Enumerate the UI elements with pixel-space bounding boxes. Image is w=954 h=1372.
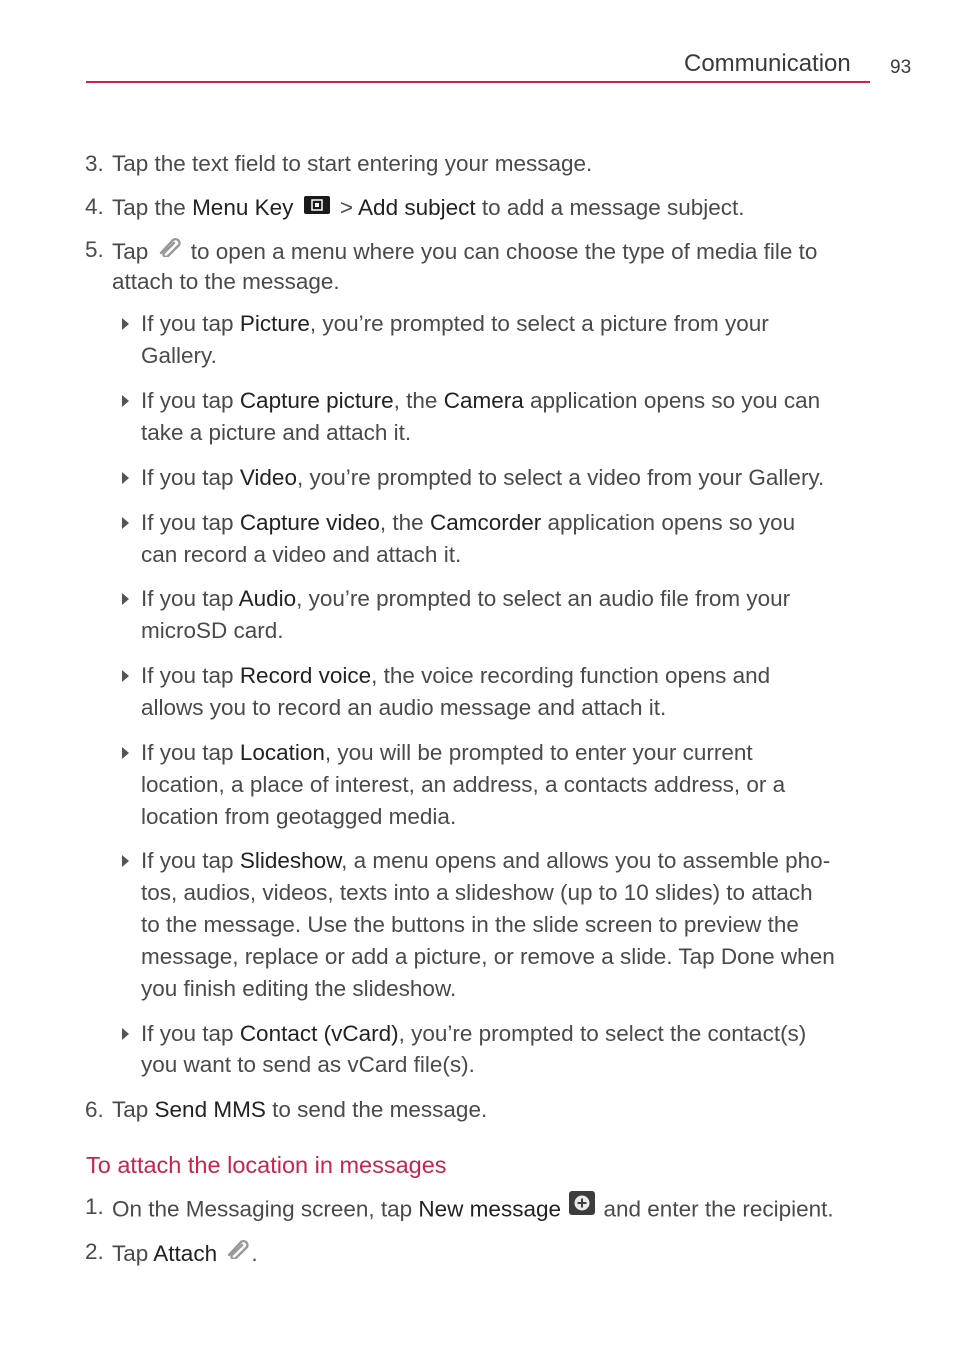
section-title: Communication [684,50,851,77]
term: Camera [443,388,524,413]
bullet-line: to the message. Use the buttons in the slide screen to preview the [141,912,799,937]
bullet-line [141,385,820,417]
bullet-line: you want to send as vCard file(s). [141,1052,475,1077]
text-run: , the voice recording function opens and [371,663,771,688]
step-3-text: Tap the text field to start entering your message. [112,151,593,176]
term: New message [418,1196,561,1222]
bullet-arrow-icon [122,395,129,407]
step-number: 2. [85,1239,104,1264]
text-run: If you tap [141,388,240,413]
text-run: , you’re prompted to select a picture from your [309,311,769,336]
bullet-line: message, replace or add a picture, or remove a slide. Tap Done when [141,944,835,969]
bullet-line [141,660,770,692]
text-run: , the [393,388,444,413]
bullet-arrow-icon [122,670,129,682]
step-number: 6. [85,1097,104,1122]
text-run: application opens so you can [523,388,821,413]
term: Record voice [239,663,372,688]
bullet-arrow-icon [122,593,129,605]
step-number: 5. [85,237,104,262]
bullet-arrow-icon [122,1028,129,1040]
text-run: , you will be prompted to enter your current [324,740,753,765]
bullet-line: can record a video and attach it. [141,542,462,567]
text-run: to add a message subject. [475,194,745,220]
term: Slideshow [239,848,342,873]
term-menu-key: Menu Key [192,194,294,220]
page-number: 93 [890,57,912,78]
term: Video [239,465,297,490]
bullet-arrow-icon [122,747,129,759]
text-run: On the Messaging screen, tap [112,1196,419,1222]
text-run: , you’re prompted to select an audio file from your [296,586,791,611]
bullet-arrow-icon [122,318,129,330]
bullet-line: you finish editing the slideshow. [141,976,457,1001]
text-run: , you’re prompted to select a video from your Gallery. [296,465,825,490]
paperclip-icon [157,234,183,266]
paperclip-icon [225,1236,251,1268]
term: Camcorder [429,510,542,535]
bullet-line: Gallery. [141,343,217,368]
text-run: If you tap [141,465,240,490]
bullet-line [141,1018,806,1050]
section-step-2-text [112,1236,258,1274]
text-run: Tap [112,1240,154,1266]
text-run: Tap [112,238,155,264]
bullet-line: tos, audios, videos, texts into a slideshow (up to 10 slides) to attach [141,880,813,905]
term: Capture video [239,510,380,535]
bullet-line: take a picture and attach it. [141,420,412,445]
text-run: If you tap [141,1021,240,1046]
bullet-arrow-icon [122,517,129,529]
bullet-line [141,507,795,539]
text-run: and enter the recipient. [597,1196,834,1222]
term: Picture [239,311,310,336]
bullet-line [141,737,753,769]
step-4-text [112,191,745,227]
step-number: 1. [85,1194,104,1219]
text-run: to open a menu where you can choose the type of media file to [184,238,818,264]
bullet-line: allows you to record an audio message and attach it. [141,695,667,720]
term: Contact (vCard) [239,1021,399,1046]
bullet-arrow-icon [122,472,129,484]
text-run: , a menu opens and allows you to assemble pho- [341,848,831,873]
term: Capture picture [239,388,394,413]
bullet-line [141,308,769,340]
bullet-line [141,462,824,494]
bullet-line: location from geotagged media. [141,804,457,829]
plus-circle-icon [569,1191,595,1224]
text-run: application opens so you [541,510,796,535]
term: Location [239,740,325,765]
section-heading: To attach the location in messages [86,1152,447,1178]
step-5-line-2: attach to the message. [112,269,340,294]
bullet-line [141,845,830,877]
bullet-arrow-icon [122,855,129,867]
menu-key-icon [304,191,330,223]
bullet-line [141,583,790,615]
header-divider [86,81,870,83]
bullet-line: location, a place of interest, an address, a contacts address, or a [141,772,786,797]
bullet-line: microSD card. [141,618,284,643]
text-run: Tap the [112,194,193,220]
text-run: to send the message. [265,1097,488,1122]
term: Send MMS [154,1097,266,1122]
term: Audio [238,586,297,611]
text-run: Tap [112,1097,155,1122]
text-run: > [333,194,359,220]
term-add-subject: Add subject [358,194,476,220]
section-step-1-text [112,1191,834,1230]
text-run: , the [379,510,430,535]
text-run: If you tap [141,586,239,611]
text-run: If you tap [141,848,240,873]
text-run: If you tap [141,740,240,765]
text-run: If you tap [141,311,240,336]
text-run: If you tap [141,510,240,535]
text-run: If you tap [141,663,240,688]
term: Attach [153,1240,218,1266]
text-run: . [251,1240,258,1266]
step-6-text [112,1094,487,1126]
step-number: 3. [85,151,104,176]
text-run: , you’re prompted to select the contact(s) [398,1021,807,1046]
step-number: 4. [85,194,104,219]
